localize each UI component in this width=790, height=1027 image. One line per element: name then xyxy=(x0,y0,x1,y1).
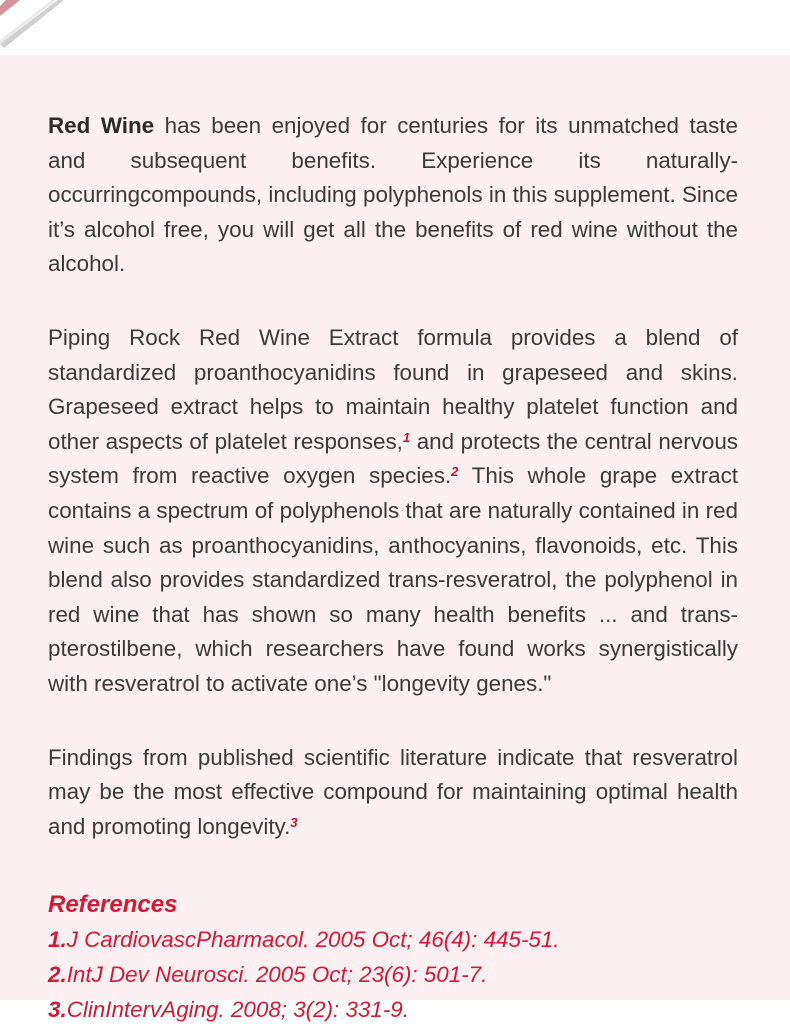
formula-text-1: Piping Rock Red Wine Extract formula provides a blend of standardized proanthocyanidins found in grapeseed and skins. Grapeseed extract helps to maintain healthy platelet function and other aspects of platelet responses, xyxy=(48,324,738,454)
references-title: References xyxy=(48,891,178,919)
reference-text: J CardiovascPharmacol. 2005 Oct; 46(4): 445-51. xyxy=(66,927,560,953)
formula-text-2: and protects the central nervous system from reactive oxygen species. xyxy=(48,428,738,489)
findings-text: Findings from published scientific literature indicate that resveratrol may be the most effective compound for maintaining optimal health and promoting longevity. xyxy=(48,744,738,839)
footnote-marker-1: 1 xyxy=(402,429,411,445)
reference-number: 3. xyxy=(48,997,67,1023)
reference-item-1 xyxy=(48,922,738,957)
formula-paragraph xyxy=(48,321,738,702)
intro-text: has been enjoyed for centuries for its unmatched taste and subsequent benefits. Experience its naturally-occurringcompounds, including polyphenols in this supplement. Since it’s alcohol free, you will get all the benefits of red wine without the alcohol. xyxy=(48,113,738,277)
reference-number: 1. xyxy=(48,927,67,953)
description-panel xyxy=(0,55,790,1023)
footnote-marker-3: 3 xyxy=(290,814,298,830)
reference-text: IntJ Dev Neurosci. 2005 Oct; 23(6): 501-7. xyxy=(66,962,488,988)
findings-paragraph xyxy=(48,741,738,845)
formula-text-3: This whole grape extract contains a spectrum of polyphenols that are naturally contained in red wine such as proanthocyanidins, anthocyanins, flavonoids, etc. This blend also provides standardized trans-resveratrol, the polyphenol in red wine that has shown so many health benefits ... and trans-pterostilbene, which researchers have found works synergistically with resveratrol to activate one’s "longevity genes." xyxy=(48,463,738,696)
reference-item-3 xyxy=(48,992,738,1027)
reference-item-2 xyxy=(48,957,738,992)
header-image xyxy=(0,0,790,55)
references-section xyxy=(48,888,738,1027)
reference-number: 2. xyxy=(48,962,67,988)
reference-text: ClinIntervAging. 2008; 3(2): 331-9. xyxy=(66,997,409,1023)
footnote-marker-2: 2 xyxy=(451,464,459,480)
intro-lead: Red Wine xyxy=(48,113,155,138)
glass-stem-graphic xyxy=(0,0,790,55)
intro-paragraph xyxy=(48,109,738,282)
